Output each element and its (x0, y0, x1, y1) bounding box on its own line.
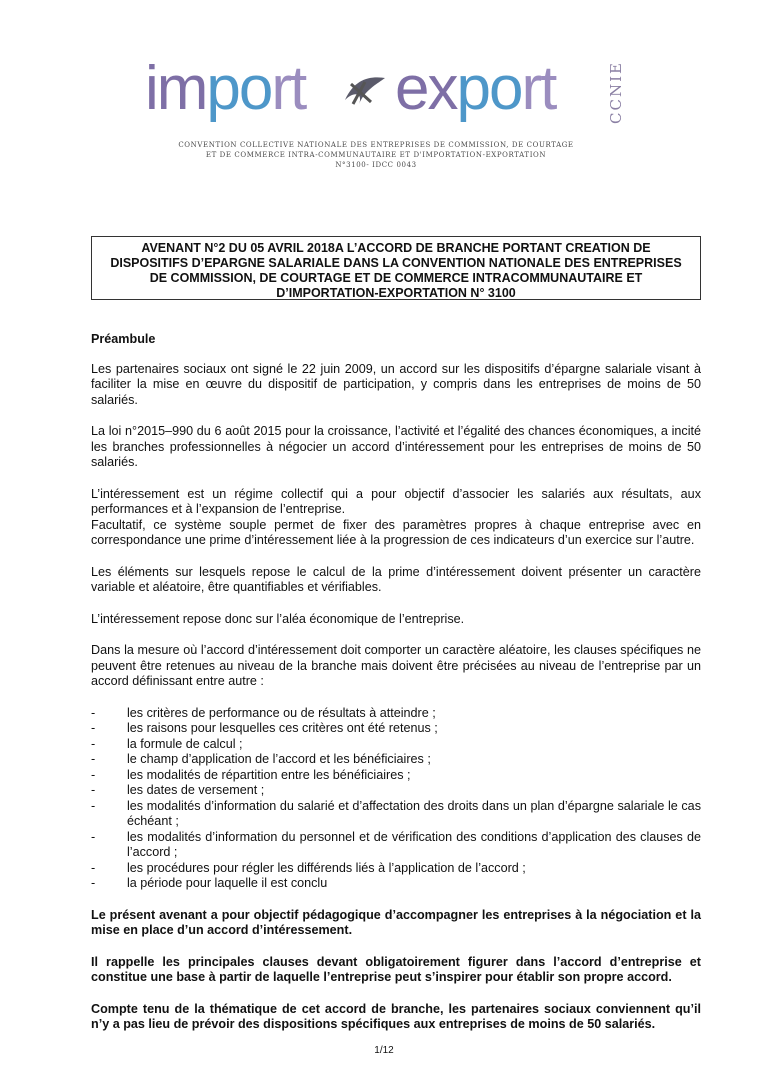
bold-paragraph: Le présent avenant a pour objectif pédagogique d’accompagner les entreprises à la négociation et la mise en place d’un accord d’intéressement. (91, 907, 701, 937)
paragraph: La loi n°2015–990 du 6 août 2015 pour la croissance, l’activité et l’égalité des chances économiques, a incité les branches professionnelles à négocier un accord d’intéressement pour les entreprises de moins de 50 salariés. (91, 424, 701, 469)
bold-paragraph: Compte tenu de la thématique de cet accord de branche, les partenaires sociaux conviennent qu’il n’y a pas lieu de prévoir des dispositions spécifiques aux entreprises de moins de 50 salariés. (91, 1001, 701, 1031)
logo-caption: CONVENTION COLLECTIVE NATIONALE DES ENTREPRISES DE COMMISSION, DE COURTAGE ET DE COMMERCE INTRA-COMMUNAUTAIRE ET D'IMPORTATION-EXPORTATION N°3100- IDCC 0043 (178, 141, 574, 169)
page-number: 1/12 (374, 1045, 394, 1056)
paragraph: L’intéressement repose donc sur l’aléa économique de l’entreprise. (91, 611, 465, 626)
paragraph: L’intéressement est un régime collectif qui a pour objectif d’associer les salariés aux résultats, aux performances et à l’expansion de l’entreprise. (91, 486, 701, 516)
list-item: - les dates de versement ; (91, 783, 701, 799)
paragraph: Les partenaires sociaux ont signé le 22 juin 2009, un accord sur les dispositifs d’épargne salariale visant à faciliter la mise en œuvre du dispositif de participation, y compris dans les entreprises de moins de 50 salariés. (91, 361, 701, 407)
paragraph: Facultatif, ce système souple permet de fixer des paramètres propres à chaque entreprise avec en correspondance une prime d’intéressement liée à la progression de ces indicateurs d’un exercice sur l’autre. (91, 517, 701, 547)
logo-word-import: import (145, 54, 306, 123)
list-item: - la formule de calcul ; (91, 737, 701, 753)
paragraph: Les éléments sur lesquels repose le calcul de la prime d’intéressement doivent présenter un caractère variable et aléatoire, être quantifiables et vérifiables. (91, 564, 701, 594)
ccnie-logo (145, 52, 635, 177)
document-body (91, 332, 701, 1049)
document-title: AVENANT N°2 DU 05 AVRIL 2018A L’ACCORD DE BRANCHE PORTANT CREATION DE DISPOSITIFS D’EPARGNE SALARIALE DANS LA CONVENTION NATIONALE DES ENTREPRISES DE COMMISSION, DE COURTAGE ET DE COMMERCE INTRACOMMUNAUTAIRE ET D’IMPORTATION-EXPORTATION N° 3100 (91, 236, 701, 300)
logo-ccnie: CCNIE (607, 61, 625, 124)
list-item: - la période pour laquelle il est conclu (91, 876, 701, 892)
list-item: - les procédures pour régler les différends liés à l’application de l’accord ; (91, 861, 701, 877)
bold-paragraph: Il rappelle les principales clauses devant obligatoirement figurer dans l’accord d’entreprise et constitue une base à partir de laquelle l’entreprise peut s’inspirer pour établir son propre accord. (91, 954, 701, 984)
logo-word-export: export (395, 54, 556, 123)
list-item: - les raisons pour lesquelles ces critères ont été retenus ; (91, 721, 701, 737)
list-item: - le champ d’application de l’accord et les bénéficiaires ; (91, 752, 701, 768)
paragraph: Dans la mesure où l’accord d’intéressement doit comporter un caractère aléatoire, les clauses spécifiques ne peuvent être retenues au niveau de la branche mais doivent être précisées au niveau de l’entreprise par un accord définissant entre autre : (91, 643, 701, 688)
list-item: - les modalités d’information du salarié et d’affectation des droits dans un plan d’épargne salariale le cas échéant ; (91, 799, 701, 830)
logo-ampersand-plane-icon (341, 70, 389, 110)
list-item: - les modalités de répartition entre les bénéficiaires ; (91, 768, 701, 784)
section-heading: Préambule (91, 332, 156, 346)
criteria-list (91, 706, 701, 892)
list-item: - les critères de performance ou de résultats à atteindre ; (91, 706, 701, 722)
list-item: - les modalités d’information du personnel et de vérification des conditions d’application des clauses de l’accord ; (91, 830, 701, 861)
